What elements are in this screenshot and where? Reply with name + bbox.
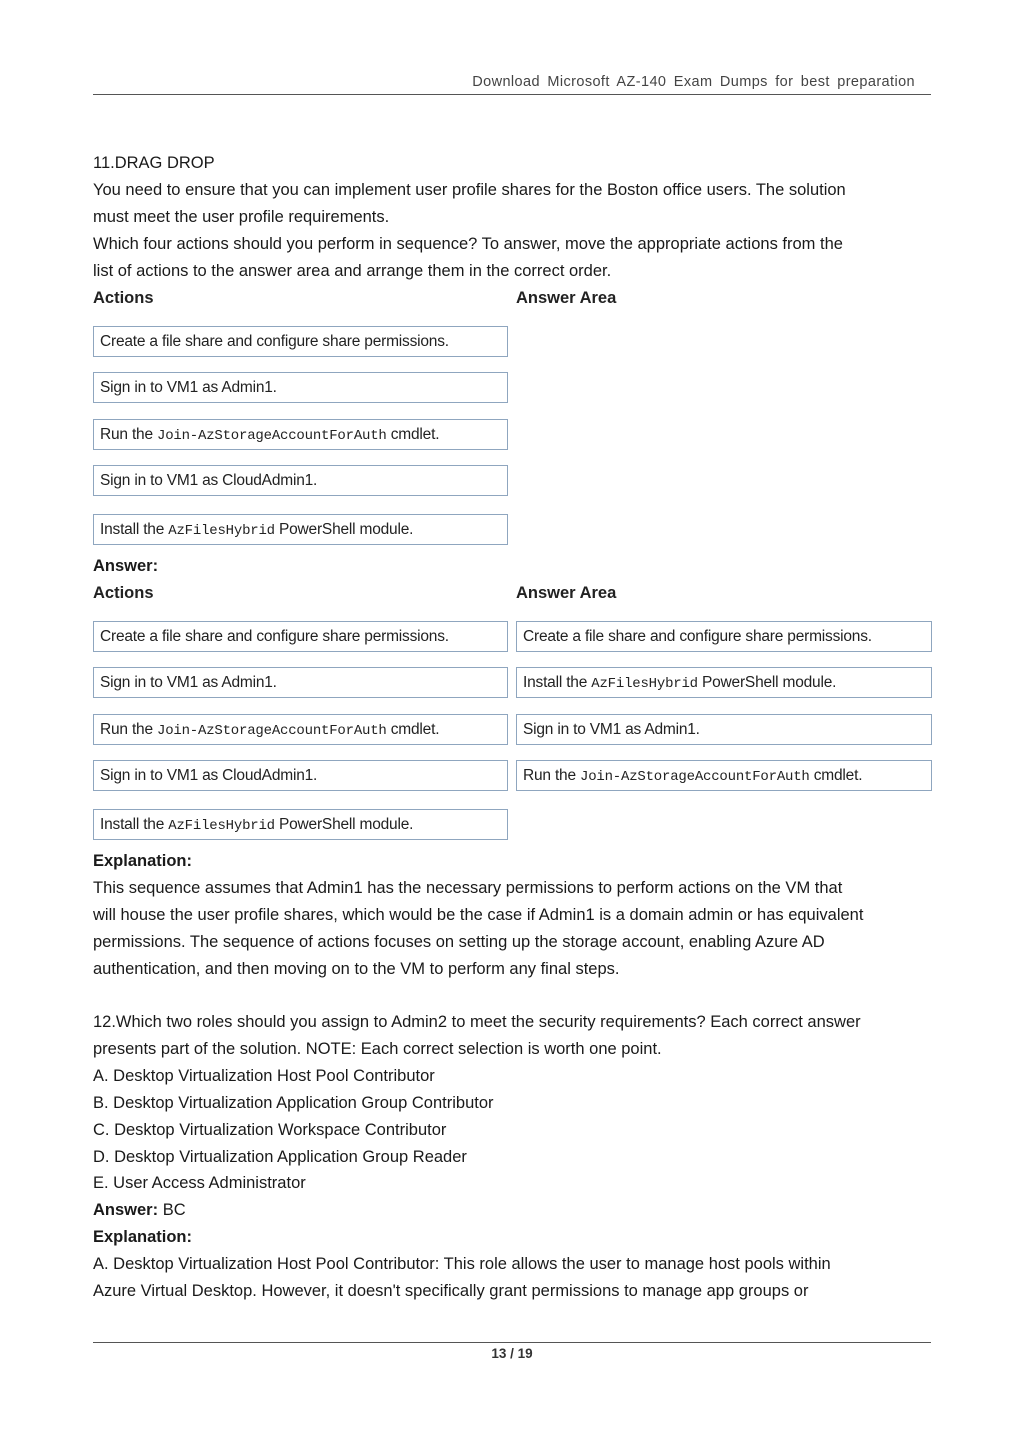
q11-line4: list of actions to the answer area and arrange them in the correct order. (93, 262, 612, 280)
answer-text: Sign in to VM1 as Admin1. (523, 721, 700, 738)
answer-text: Run the (523, 767, 580, 784)
action-code: AzFilesHybrid (168, 818, 275, 834)
q11-line1: You need to ensure that you can implement user profile shares for the Boston office users. The solution (93, 181, 846, 199)
action-item (93, 760, 508, 791)
q12-option-d: D. Desktop Virtualization Application Group Reader (93, 1148, 467, 1166)
q11-explanation-line: permissions. The sequence of actions focuses on setting up the storage account, enabling Azure AD (93, 933, 825, 951)
action-text-end: cmdlet. (386, 426, 440, 443)
action-text: Sign in to VM1 as CloudAdmin1. (100, 472, 318, 489)
actions-label-answer: Actions (93, 584, 154, 602)
answer-text: Install the (523, 674, 592, 691)
answer-item (516, 667, 932, 698)
q11-answer-label: Answer: (93, 557, 159, 575)
action-text: Install the (100, 521, 169, 538)
q12-answer-label: Answer: (93, 1201, 159, 1219)
q12-option-b: B. Desktop Virtualization Application Group Contributor (93, 1094, 494, 1112)
q11-title: 11.DRAG DROP (93, 154, 215, 172)
action-item (93, 809, 508, 840)
q12-explanation-line: A. Desktop Virtualization Host Pool Contributor: This role allows the user to manage host pools within (93, 1255, 831, 1273)
header-text: Download Microsoft AZ-140 Exam Dumps for best preparation (472, 74, 915, 90)
q12-line2: presents part of the solution. NOTE: Each correct selection is worth one point. (93, 1040, 662, 1058)
action-text: Create a file share and configure share permissions. (100, 333, 449, 350)
footer-divider (93, 1342, 931, 1343)
action-text: Create a file share and configure share permissions. (100, 628, 449, 645)
q12-option-e: E. User Access Administrator (93, 1174, 306, 1192)
action-item (93, 714, 508, 745)
q12-answer-value: BC (158, 1201, 186, 1219)
q11-explanation-line: will house the user profile shares, which would be the case if Admin1 is a domain admin or has equivalent (93, 906, 864, 924)
answer-area-label-answer: Answer Area (516, 584, 617, 602)
answer-item (516, 621, 932, 652)
q12-explanation-line: Azure Virtual Desktop. However, it doesn't specifically grant permissions to manage app groups or (93, 1282, 809, 1300)
answer-code: Join-AzStorageAccountForAuth (580, 769, 810, 785)
action-text: Install the (100, 816, 169, 833)
action-text: Run the (100, 426, 157, 443)
action-item (93, 465, 508, 496)
answer-text: Create a file share and configure share permissions. (523, 628, 872, 645)
actions-label: Actions (93, 289, 154, 307)
action-code: AzFilesHybrid (168, 523, 275, 539)
action-item (93, 514, 508, 545)
action-item (93, 419, 508, 450)
page-header (93, 72, 931, 95)
action-text: Sign in to VM1 as Admin1. (100, 379, 277, 396)
page-number: 13 / 19 (491, 1346, 533, 1361)
q12-option-a: A. Desktop Virtualization Host Pool Contributor (93, 1067, 435, 1085)
q12-option-c: C. Desktop Virtualization Workspace Contributor (93, 1121, 447, 1139)
answer-text-end: cmdlet. (809, 767, 863, 784)
q11-line2: must meet the user profile requirements. (93, 208, 390, 226)
answer-item (516, 714, 932, 745)
q11-explanation-line: This sequence assumes that Admin1 has the necessary permissions to perform actions on the VM that (93, 879, 843, 897)
answer-item (516, 760, 932, 791)
action-item (93, 621, 508, 652)
q11-line3: Which four actions should you perform in sequence? To answer, move the appropriate actions from the (93, 235, 843, 253)
action-text: Sign in to VM1 as Admin1. (100, 674, 277, 691)
action-code: Join-AzStorageAccountForAuth (157, 428, 387, 444)
action-text: Run the (100, 721, 157, 738)
action-code: Join-AzStorageAccountForAuth (157, 723, 387, 739)
answer-area-label: Answer Area (516, 289, 617, 307)
action-text-end: PowerShell module. (274, 816, 414, 833)
q11-explanation-line: authentication, and then moving on to the VM to perform any final steps. (93, 960, 620, 978)
action-item (93, 372, 508, 403)
action-text-end: cmdlet. (386, 721, 440, 738)
q12-line1: 12.Which two roles should you assign to Admin2 to meet the security requirements? Each correct answer (93, 1013, 861, 1031)
answer-code: AzFilesHybrid (591, 676, 698, 692)
action-text: Sign in to VM1 as CloudAdmin1. (100, 767, 318, 784)
q11-explanation-label: Explanation: (93, 852, 193, 870)
action-item (93, 667, 508, 698)
action-text-end: PowerShell module. (274, 521, 414, 538)
action-item (93, 326, 508, 357)
answer-text-end: PowerShell module. (697, 674, 837, 691)
q12-explanation-label: Explanation: (93, 1228, 193, 1246)
q12-answer (93, 1197, 938, 1224)
